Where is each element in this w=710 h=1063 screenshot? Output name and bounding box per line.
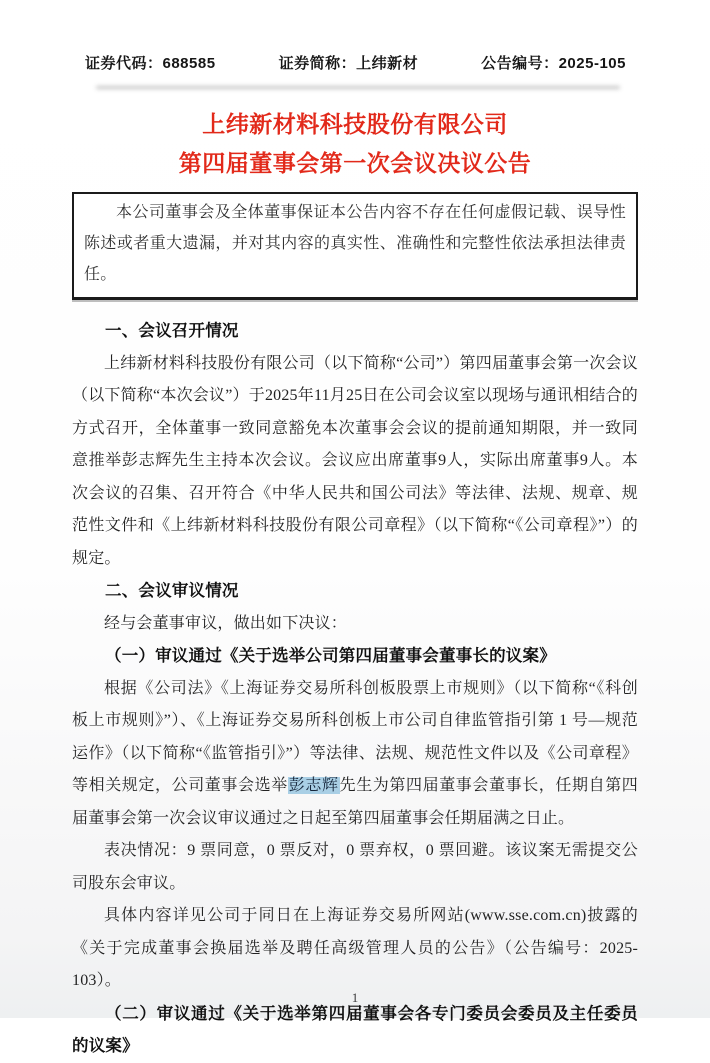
disclaimer-text: 本公司董事会及全体董事保证本公告内容不存在任何虚假记载、误导性陈述或者重大遗漏，并对其内容的真实性、准确性和完整性依法承担法律责任。 bbox=[84, 204, 626, 283]
disclaimer-box bbox=[72, 192, 638, 300]
item1-detail-reference: 具体内容详见公司于同日在上海证券交易所网站(www.sse.com.cn)披露的《关于完成董事会换届选举及聘任高级管理人员的公告》（公告编号：2025-103）。 bbox=[72, 907, 638, 989]
highlighted-name: 彭志辉 bbox=[288, 777, 339, 794]
stock-code: 证券代码：688585 bbox=[85, 55, 216, 72]
doc-footer bbox=[0, 990, 710, 1006]
page-number: 1 bbox=[351, 990, 359, 1005]
section1-paragraph: 上纬新材料科技股份有限公司（以下简称“公司”）第四届董事会第一次会议（以下简称“本次会议”）于2025年11月25日在公司会议室以现场与通讯相结合的方式召开，全体董事一致同意豁免本次董事会会议的提前通知期限，并一致同意推举彭志辉先生主持本次会议。会议应出席董事9人，实际出席董事9人。本次会议的召集、召开符合《中华人民共和国公司法》等法律、法规、规章、规范性文件和《上纬新材料科技股份有限公司章程》（以下简称“《公司章程》”）的规定。 bbox=[72, 354, 638, 567]
doc-header bbox=[72, 0, 638, 73]
section2-intro: 经与会董事审议，做出如下决议： bbox=[104, 614, 348, 632]
stock-short-name: 证券简称：上纬新材 bbox=[278, 55, 419, 72]
item1-paragraph bbox=[72, 673, 638, 836]
item1-heading: （一）审议通过《关于选举公司第四届董事会董事长的议案》 bbox=[105, 647, 556, 665]
item1-paragraph-pre: 根据《公司法》《上海证券交易所科创板股票上市规则》（以下简称“《科创板上市规则》”）、《上海证券交易所科创板上市公司自律监管指引第 1 号—规范运作》（以下简称“《监管指引》”）等法律、法规、规范性文件以及《公司章程》等相关规定，公司董事会选举 bbox=[72, 679, 638, 794]
doc-title-line2: 第四届董事会第一次会议决议公告 bbox=[178, 150, 532, 176]
doc-body bbox=[72, 315, 638, 1063]
item1-paragraph-post: 先生为第四届董事会董事长，任期自第四届董事会第一次会议审议通过之日起至第四届董事会任期届满之日止。 bbox=[72, 777, 638, 827]
item1-vote-result: 表决情况：9 票同意，0 票反对，0 票弃权，0 票回避。该议案无需提交公司股东会审议。 bbox=[72, 842, 638, 892]
section1-heading: 一、会议召开情况 bbox=[105, 322, 239, 340]
section2-heading: 二、会议审议情况 bbox=[105, 582, 239, 600]
header-underline bbox=[96, 86, 620, 89]
doc-title-line1: 上纬新材料科技股份有限公司 bbox=[202, 111, 508, 137]
item2-heading: （二）审议通过《关于选举第四届董事会各专门委员会委员及主任委员的议案》 bbox=[72, 1004, 638, 1055]
announcement-number: 公告编号：2025-105 bbox=[481, 55, 626, 72]
doc-title bbox=[72, 105, 638, 183]
